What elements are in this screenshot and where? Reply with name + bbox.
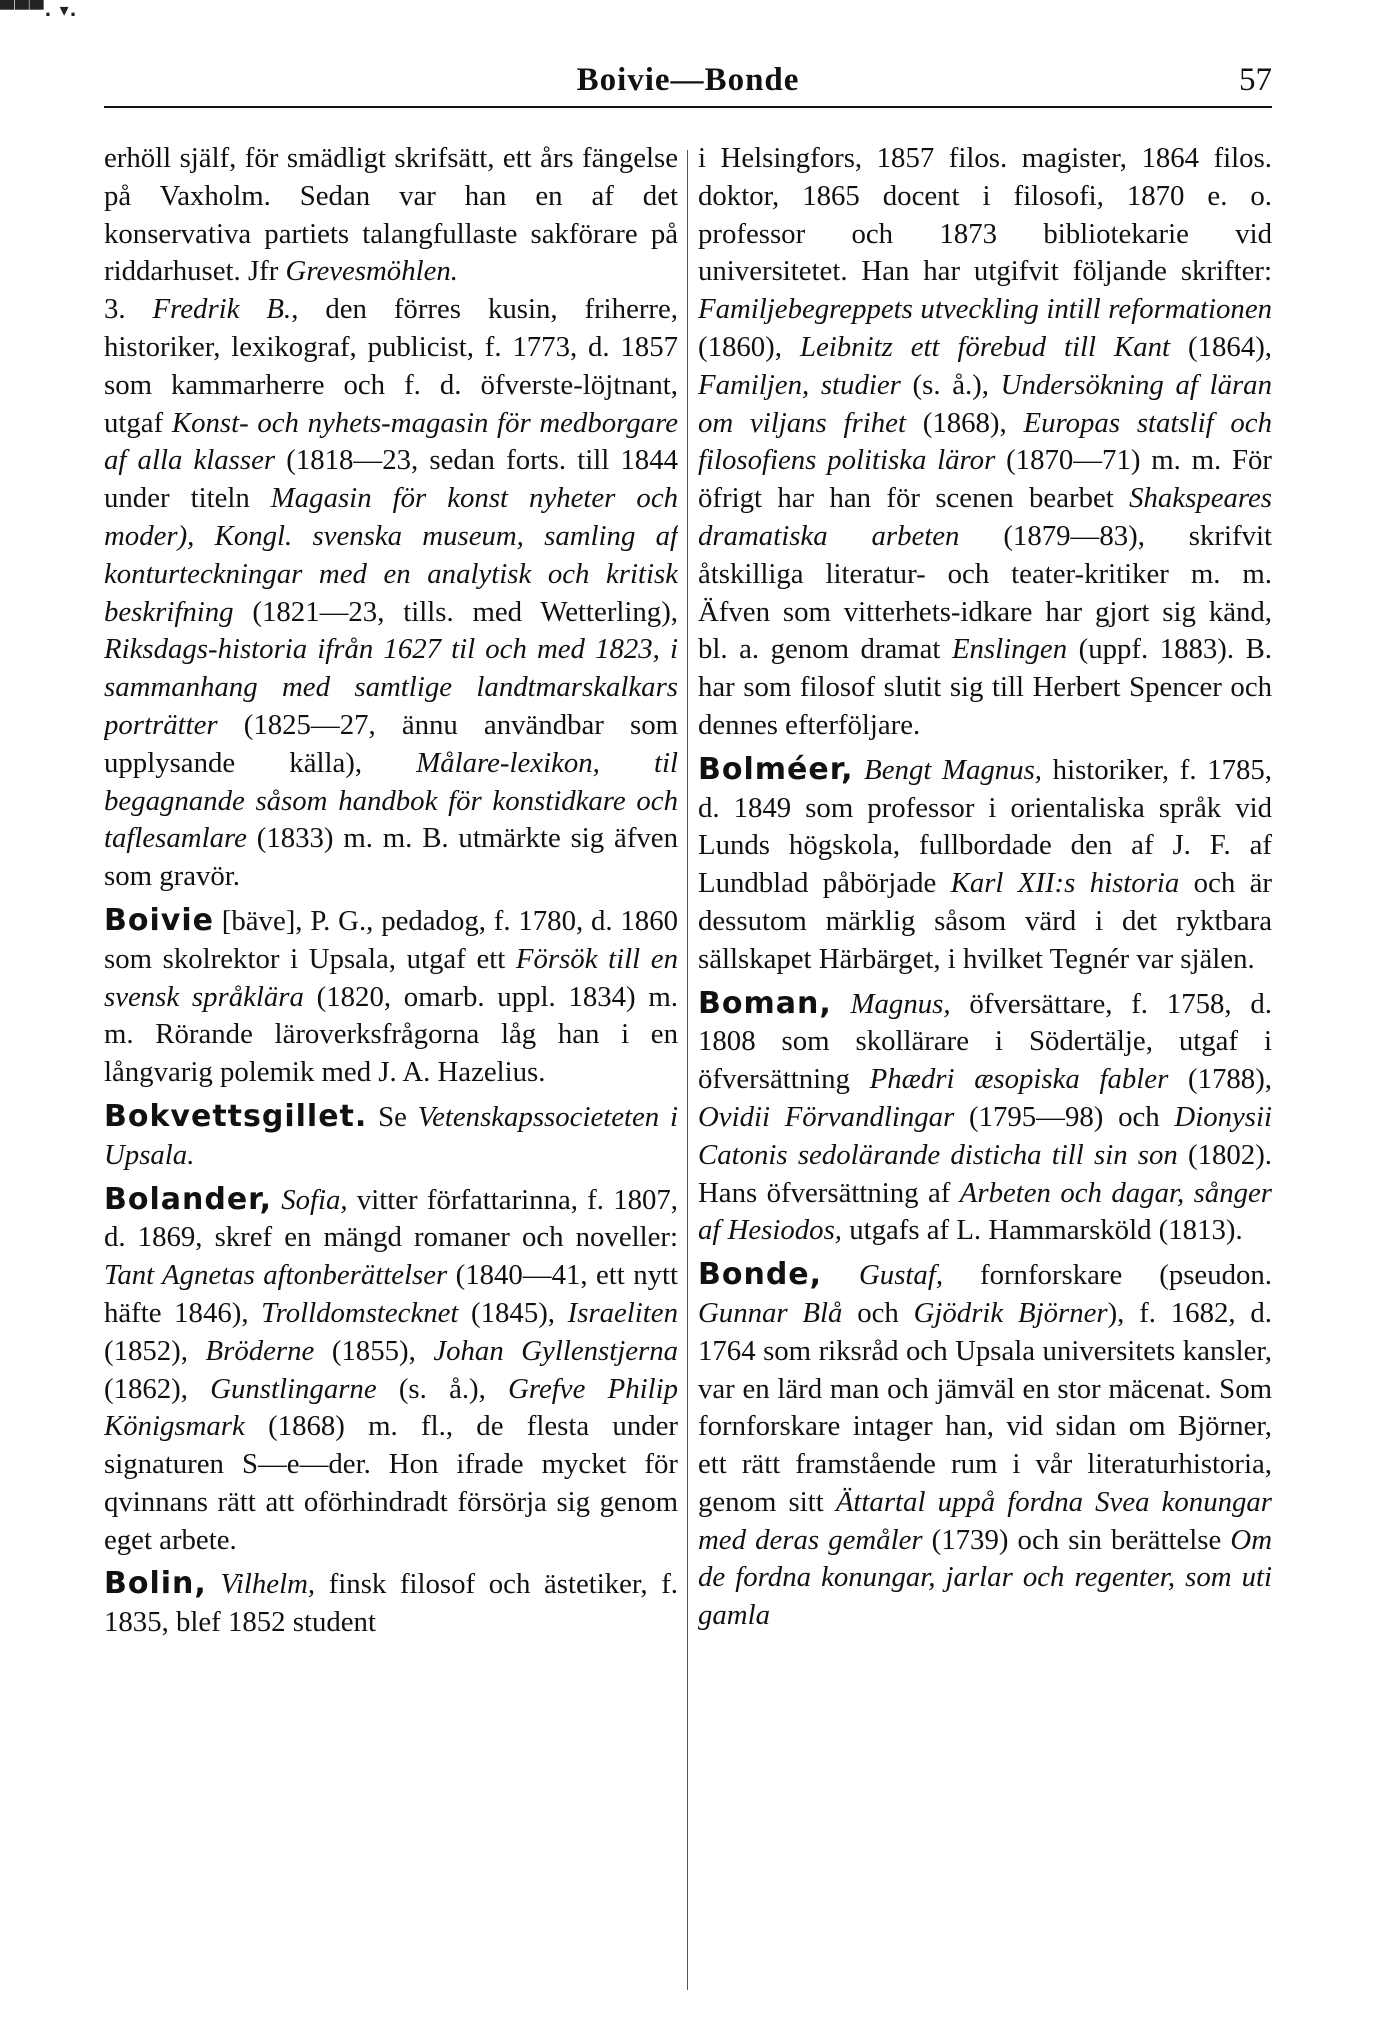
entry-continuation <box>104 140 678 291</box>
title-italic: Riksdags-historia ifrån 1627 til och med 1823, i sammanhang med samtlige landtmarskalkars porträtter <box>104 633 678 741</box>
text-run: (1788), <box>1168 1063 1272 1096</box>
title-italic: Israeliten <box>567 1296 678 1329</box>
entry-bokvettsgillet <box>104 1098 678 1175</box>
text-run: , den förres kusin, friherre, historiker, lexikograf, publicist, f. 1773, d. 1857 som kammarherre och f. d. öfverste-löjtnant, utgaf <box>104 293 678 439</box>
title-italic: Konst- och nyhets-magasin för medborgare af alla klasser <box>104 406 678 477</box>
text-run: (1864), <box>1170 330 1272 363</box>
title-italic: Gunnar Blå <box>698 1296 843 1329</box>
title-italic: Gustaf, <box>859 1259 944 1292</box>
text-run: (1795—98) och <box>954 1100 1175 1133</box>
running-head: Boivie—Bonde <box>576 62 800 98</box>
text-run: (1825—27, ännu användbar som upplysande källa), <box>104 708 678 779</box>
text-run: ), f. 1682, d. 1764 som riksråd och Upsala universitets kansler, var en lärd man och jämväl en stor mäcenat. Som fornforskare intager han, vid sidan om Björner, ett rätt framstående rum i vår literaturhistoria, genom sitt <box>698 1296 1272 1518</box>
title-italic: Gunstlingarne <box>210 1372 377 1405</box>
text-run: och är dessutom märklig såsom värd i det ryktbara sällskapet Härbärget, i hvilket Tegnér var själen. <box>698 867 1272 975</box>
entry-bolander <box>104 1181 678 1560</box>
title-italic: Bröderne <box>205 1334 315 1367</box>
entry-bolin-continuation <box>698 140 1272 745</box>
text-run: (1818—23, sedan forts. till 1844 under titeln <box>104 444 678 515</box>
title-italic: Magasin för konst nyheter och moder), Kongl. svenska museum, samling af konturteckningar med en analytisk och kritisk beskrifning <box>104 482 678 628</box>
text-run: (1868), <box>905 406 1024 439</box>
title-italic: Ättartal uppå fordna Svea konungar med deras gemåler <box>698 1485 1272 1556</box>
text-run: och <box>842 1296 914 1329</box>
headword: Bokvettsgillet. <box>104 1098 368 1134</box>
text-run: vitter författarinna, f. 1807, d. 1869, skref en mängd romaner och noveller: <box>104 1183 678 1254</box>
text-run: (1821—23, tills. med Wetterling), <box>233 595 678 628</box>
headword: Boman, <box>698 985 832 1021</box>
title-italic: Magnus, <box>850 987 951 1020</box>
title-italic: Om de fordna konungar, jarlar och regenter, som uti gamla <box>698 1523 1272 1632</box>
title-italic: Målare-lexikon, til begagnande såsom handbok för konstidkare och taflesamlare <box>104 746 678 855</box>
headword: Bolander, <box>104 1181 272 1217</box>
text-run: (s. å.), <box>376 1372 509 1405</box>
text-run: (1879—83), skrifvit åtskilliga literatur- och teater-kritiker m. m. Äfven som vitterhets-idkare har gjort sig känd, bl. a. genom dramat <box>698 519 1272 666</box>
title-italic: Grefve Philip Königsmark <box>104 1372 678 1443</box>
title-italic: Shakspeares dramatiska arbeten <box>698 482 1272 552</box>
title-italic: Sofia, <box>281 1183 348 1216</box>
title-italic: Arbeten och dagar, sånger af Hesiodos, <box>698 1176 1272 1247</box>
text-run: (1860), <box>698 330 800 363</box>
title-italic: Trolldomstecknet <box>261 1296 459 1329</box>
entry-boivie <box>104 902 678 1092</box>
text-run <box>822 1259 859 1291</box>
entry-bolin <box>104 1565 678 1642</box>
text-run: (1855), <box>314 1334 434 1367</box>
title-italic: Vetenskapssocieteten i Upsala. <box>104 1100 678 1171</box>
text-run: fornforskare (pseudon. <box>943 1259 1272 1292</box>
text-run: (1820, omarb. uppl. 1834) m. m. Rörande läroverksfrågorna låg han i en långvarig polemik med J. A. Hazelius. <box>104 980 678 1089</box>
title-italic: Leibnitz ett förebud till Kant <box>799 330 1171 363</box>
text-run <box>207 1568 221 1600</box>
header-rule <box>104 106 1272 108</box>
title-italic: Dionysii Catonis sedolärande disticha till sin son <box>698 1100 1272 1171</box>
text-run: (uppf. 1883). B. har som filosof slutit sig till Herbert Spencer och dennes efterföljare. <box>698 633 1272 741</box>
text-run: erhöll själf, för smädligt skrifsätt, ett års fängelse på Vaxholm. Sedan var han en af det konservativa partiets talangfullaste sakförare på riddarhuset. Jfr <box>104 142 678 288</box>
title-italic: Ovidii Förvandlingar <box>698 1100 955 1133</box>
title-italic: Grevesmöhlen. <box>285 255 458 288</box>
headword: Bolin, <box>104 1566 207 1602</box>
column-divider <box>687 150 688 1990</box>
headword: Bolméer, <box>698 751 854 787</box>
title-italic: Johan Gyllenstjerna <box>433 1334 678 1367</box>
entry-boman <box>698 985 1272 1251</box>
text-run: Se <box>367 1100 418 1133</box>
text-run: (1802). Hans öfversättning af <box>698 1138 1272 1209</box>
text-run: (1845), <box>458 1296 568 1329</box>
text-run <box>272 1184 281 1216</box>
title-italic: Phædri æsopiska fabler <box>869 1063 1169 1096</box>
title-italic: Fredrik B. <box>152 293 292 326</box>
text-run: 3. <box>104 293 153 326</box>
text-run: (1870—71) m. m. För öfrigt har han för scenen bearbet <box>698 444 1272 515</box>
headword: Boivie <box>104 902 214 938</box>
page-header <box>104 52 1272 108</box>
title-italic: Europas statslif och filosofiens politiska läror <box>698 406 1272 477</box>
entry-fredrik <box>104 291 678 896</box>
title-italic: Gjödrik Björner <box>913 1296 1108 1329</box>
text-run: (1739) och sin berättelse <box>922 1523 1231 1556</box>
title-italic: Tant Agnetas aftonberättelser <box>104 1259 448 1292</box>
right-column <box>698 140 1272 2020</box>
left-column <box>104 140 678 2020</box>
title-italic: Familjen, studier <box>698 368 901 401</box>
title-italic: Undersökning af läran om viljans frihet <box>698 368 1272 439</box>
text-run: (1852), <box>104 1334 206 1367</box>
text-run: (1862), <box>104 1372 211 1405</box>
text-run: (1833) m. m. B. utmärkte sig äfven som gravör. <box>104 822 678 893</box>
text-run: i Helsingfors, 1857 filos. magister, 1864 filos. doktor, 1865 docent i filosofi, 1870 e. o. professor och 1873 bibliotekarie vid universitetet. Han har utgifvit följande skrifter: <box>698 142 1272 288</box>
title-italic: Karl XII:s historia <box>950 867 1180 900</box>
text-run: öfversättare, f. 1758, d. 1808 som skollärare i Södertälje, utgaf i öfversättning <box>698 987 1272 1096</box>
text-run: finsk filosof och ästetiker, f. 1835, blef 1852 student <box>104 1568 678 1639</box>
text-run: (1840—41, ett nytt häfte 1846), <box>104 1259 678 1329</box>
title-italic: Enslingen <box>951 633 1068 666</box>
entry-bonde <box>698 1256 1272 1635</box>
title-italic: Bengt Magnus, <box>864 753 1042 786</box>
headword: Bonde, <box>698 1257 823 1293</box>
title-italic: Familjebegreppets utveckling intill reformationen <box>698 293 1272 326</box>
text-run: [bäve], P. G., pedadog, f. 1780, d. 1860 som skolrektor i Upsala, utgaf ett <box>104 904 678 975</box>
title-italic: Vilhelm, <box>220 1568 316 1601</box>
page-number: 57 <box>1239 62 1272 98</box>
text-run: (s. å.), <box>900 368 1001 401</box>
text-run <box>832 988 851 1020</box>
title-italic: Försök till en svensk språklära <box>104 942 678 1013</box>
text-run: historiker, f. 1785, d. 1849 som professor i orientaliska språk vid Lunds högskola, fullbordade den af J. F. af Lundblad påbörjade <box>698 753 1272 900</box>
text-run: (1868) m. fl., de flesta under signaturen S—e—der. Hon ifrade mycket för qvinnans rätt att oförhindradt försörja sig genom eget arbete. <box>104 1410 678 1556</box>
text-run: utgafs af L. Hammarsköld (1813). <box>842 1214 1243 1247</box>
text-run <box>854 754 865 786</box>
print-mark: ▀▀▀. ▾. <box>0 0 78 21</box>
entry-bolmeer <box>698 751 1272 979</box>
